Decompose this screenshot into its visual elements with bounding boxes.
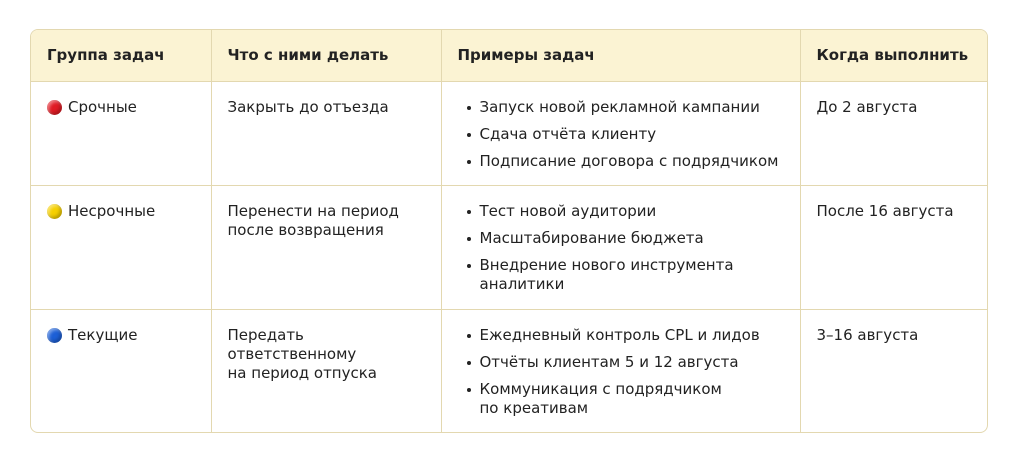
task-table-container [30,29,988,433]
header-when: Когда выполнить [800,30,988,81]
header-group: Группа задач [31,30,211,81]
list-item: Подписание договора с подрядчиком [458,152,784,171]
list-item: Тест новой аудитории [458,202,784,221]
examples-list [458,202,784,294]
when-cell: 3–16 августа [816,325,919,344]
task-table [31,30,988,433]
table-row [31,185,988,309]
list-item: Масштабирование бюджета [458,229,784,248]
examples-list [458,326,784,418]
header-action: Что с ними делать [211,30,441,81]
list-item: Ежедневный контроль CPL и лидов [458,326,784,345]
group-label: Текущие [68,325,138,344]
list-item: Внедрение нового инструмента аналитики [458,256,784,294]
group-cell [31,309,211,433]
action-cell: Перенести на период после возвращения [211,185,441,309]
examples-cell [441,309,800,433]
group-label: Срочные [68,97,137,116]
table-row [31,81,988,185]
action-cell: Закрыть до отъезда [211,81,441,185]
examples-cell [441,81,800,185]
when-cell: После 16 августа [800,185,988,309]
list-item: Сдача отчёта клиенту [458,125,784,144]
when-cell: До 2 августа [800,81,988,185]
examples-cell [441,185,800,309]
red-circle-icon [47,100,62,115]
examples-list [458,98,784,171]
group-cell [31,81,211,185]
blue-circle-icon [47,328,62,343]
yellow-circle-icon [47,204,62,219]
group-cell [31,185,211,309]
list-item: Отчёты клиентам 5 и 12 августа [458,353,784,372]
group-label: Несрочные [68,201,156,220]
action-cell: Передать ответственному на период отпуска [211,309,441,433]
table-header-row [31,30,988,81]
table-row [31,309,988,433]
list-item: Запуск новой рекламной кампании [458,98,784,117]
header-examples: Примеры задач [441,30,800,81]
list-item: Коммуникация с подрядчиком по креативам [458,380,784,418]
